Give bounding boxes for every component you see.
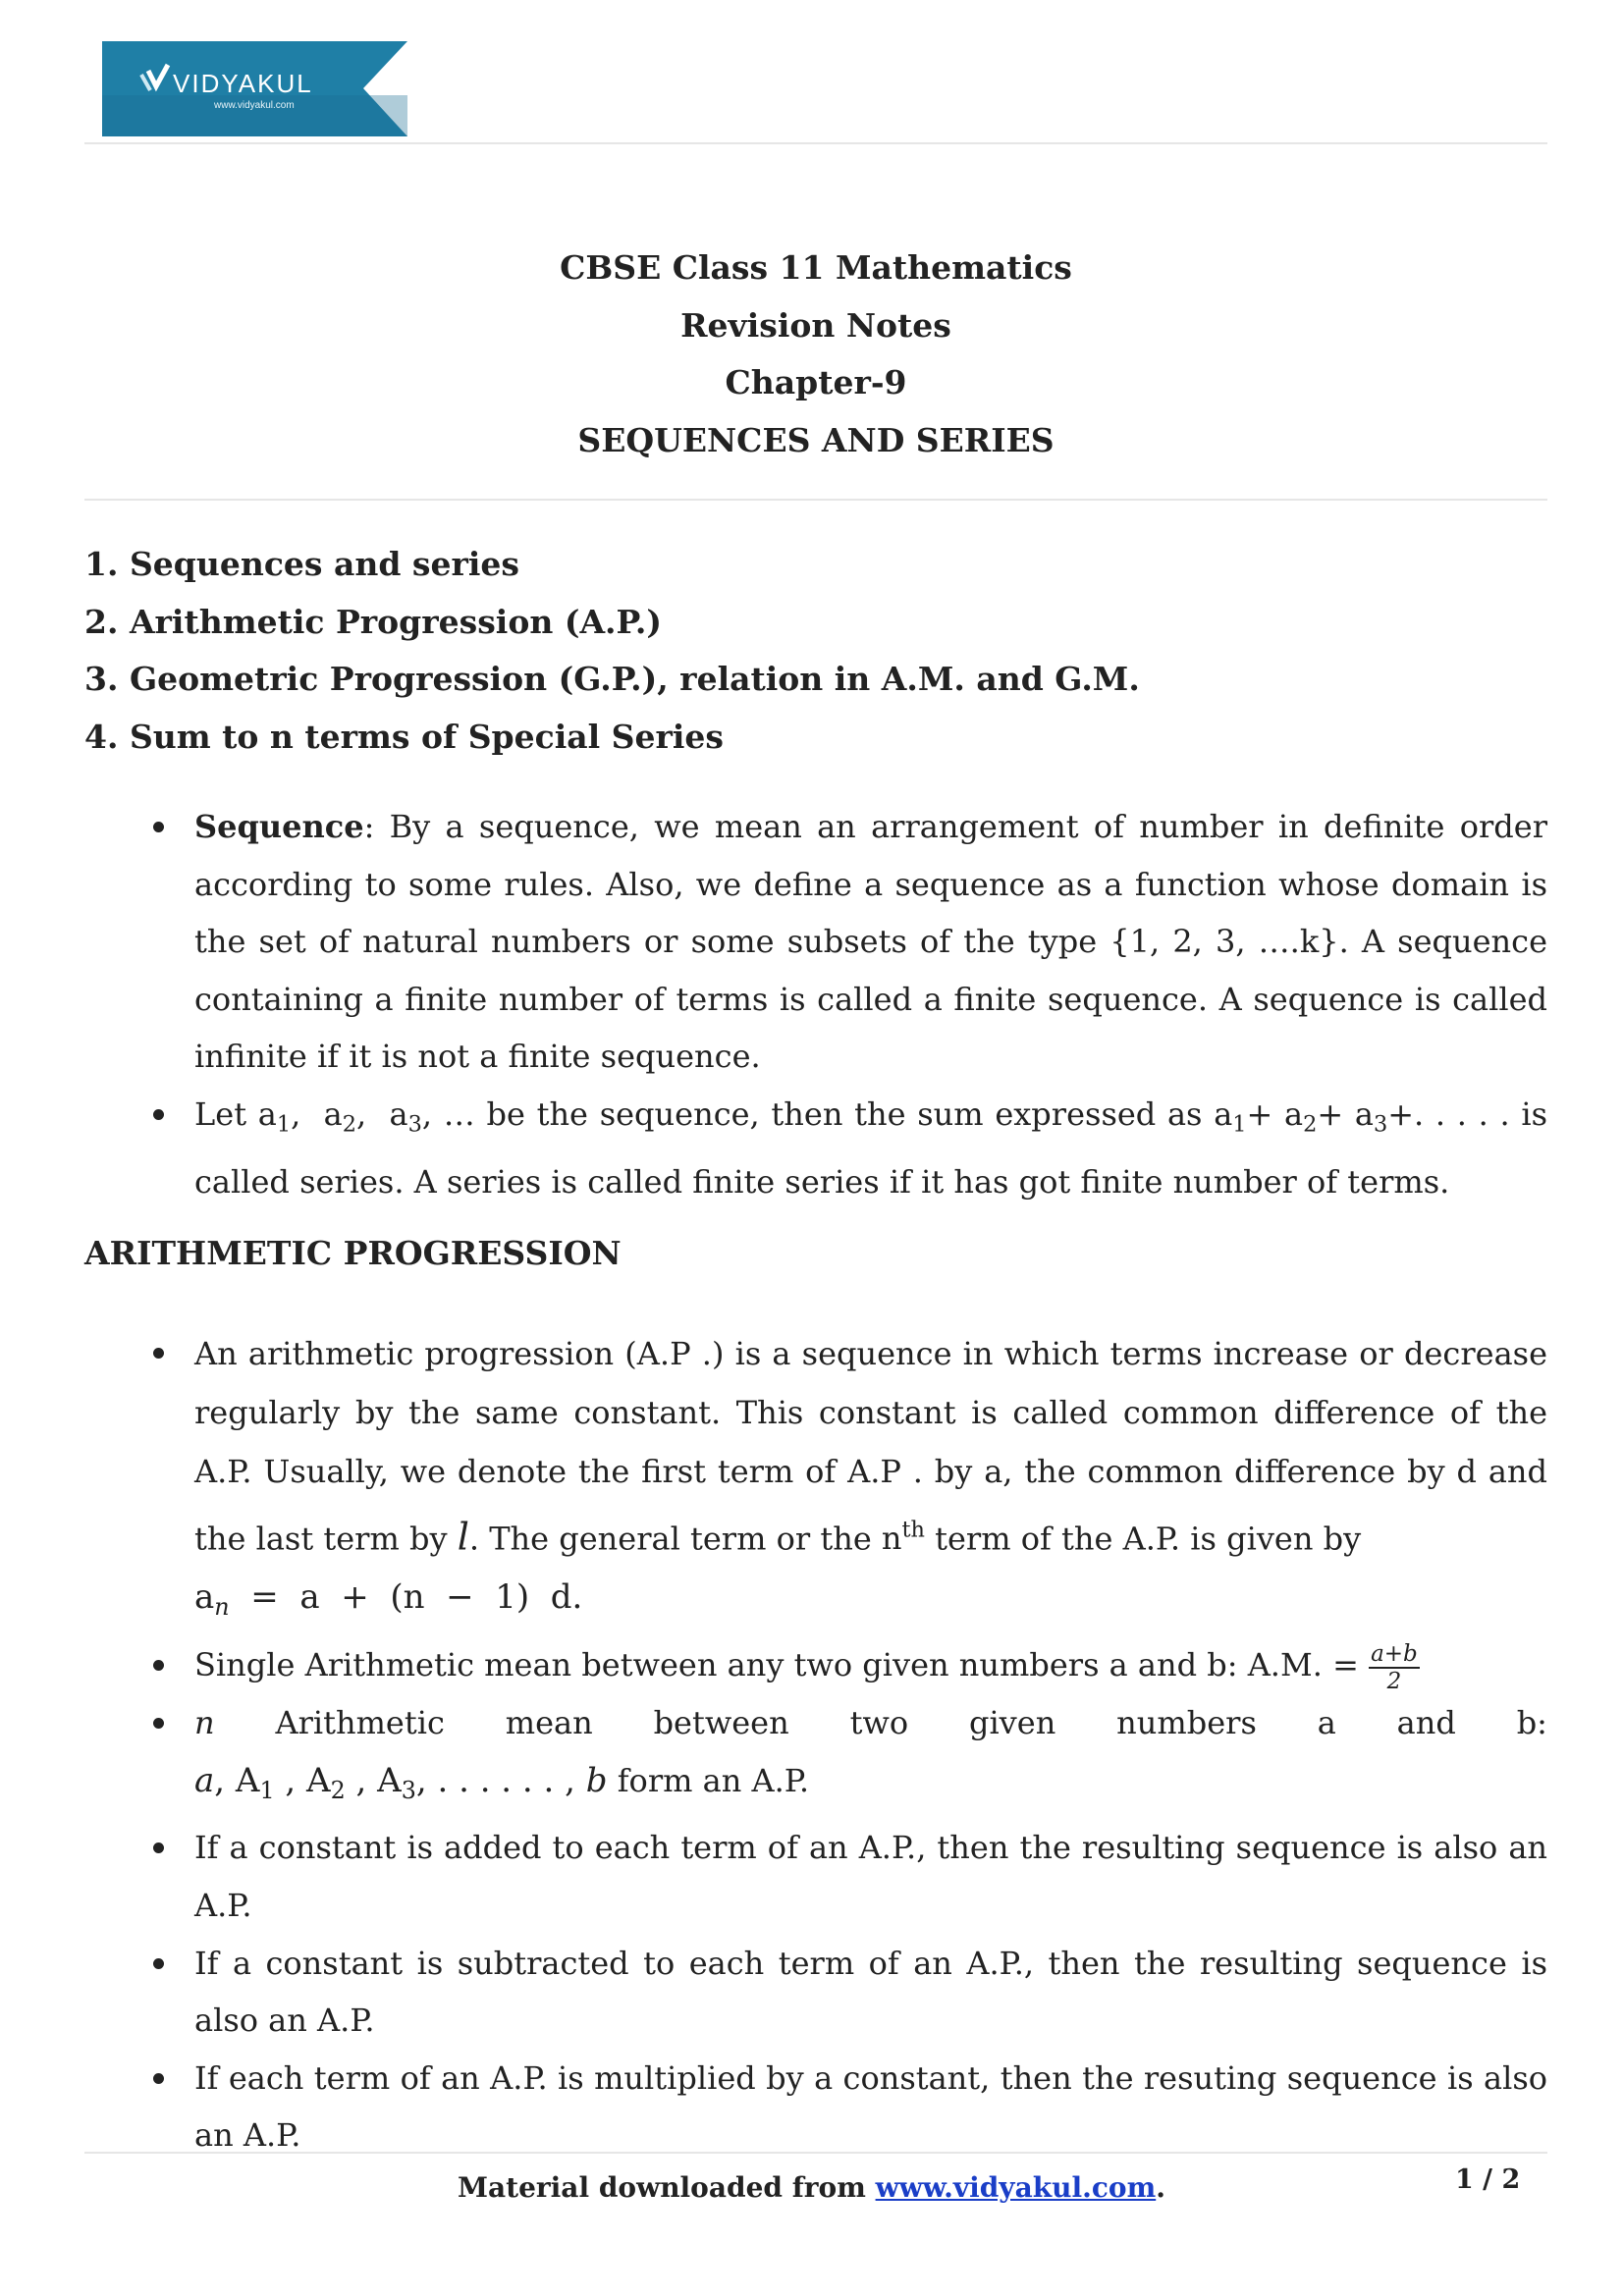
math-nth: $n^{th}$: [881, 1518, 925, 1558]
word: numbers: [1116, 1704, 1257, 1742]
list-item: [84, 1086, 1547, 1211]
document-title: [84, 240, 1547, 469]
footer-prefix: Material downloaded from: [458, 2171, 876, 2204]
logo-text: VIDYAKUL: [173, 69, 313, 98]
math-general-term: $a_n = a + (n - 1)$ d.: [194, 1577, 583, 1622]
word: a: [1317, 1704, 1336, 1742]
list-item: [84, 1324, 1547, 1636]
am-text: Single Arithmetic mean between any two given numbers a and b: A.M. =: [194, 1646, 1370, 1684]
word: mean: [505, 1704, 593, 1742]
word: Arithmetic: [275, 1704, 445, 1742]
footer: [0, 2171, 1623, 2204]
math-am-sequence: a, $A_1$ , $A_2$ , $A_3$, . . . . . . , b: [194, 1760, 608, 1804]
ap-definition: An arithmetic progression (A.P .) is a sequence in which terms increase or decrease regularly by the same constant. This constant is called common difference of the A.P. Usually, we denote the first term of A.P . by a, the common difference by d and the last term by: [194, 1335, 1547, 1558]
math-sequence: $a_1$, $a_2$, $a_3$: [257, 1095, 422, 1138]
word: and: [1396, 1704, 1456, 1742]
form-ap-text: form an A.P.: [607, 1761, 809, 1799]
math-l: l: [457, 1515, 469, 1559]
list-item: If a constant is subtracted to each term of an A.P., then the resulting sequence is also an A.P.: [84, 1935, 1547, 2050]
list-item: [84, 1694, 1547, 1819]
title-line-2: Revision Notes: [680, 305, 951, 345]
list-item: [84, 1636, 1547, 1694]
sequence-definition: : By a sequence, we mean an arrangement of number in definite order according to some rules. Also, we define a sequence as a function whose domain is the set of natural numbers or some subsets of the type {1, 2, 3, ….k}. A sequence containing a finite number of terms is called a finite sequence. A sequence is called infinite if it is not a finite sequence.: [194, 808, 1547, 1076]
word: given: [968, 1704, 1056, 1742]
title-line-4: SEQUENCES AND SERIES: [577, 420, 1055, 459]
footer-suffix: .: [1156, 2171, 1165, 2204]
vidyakul-logo[interactable]: [102, 41, 407, 136]
footer-divider: [84, 2152, 1547, 2154]
intro-bullets: [84, 798, 1547, 1211]
title-divider: [84, 499, 1547, 501]
toc-item: 1. Sequences and series: [84, 545, 519, 583]
ap-definition-2: . The general term or the: [468, 1520, 882, 1558]
page-number: 1 / 2: [1455, 2164, 1521, 2195]
math-series-sum: $a_1+ a_2+ a_3+$. . . . .: [1214, 1095, 1510, 1138]
math-am-fraction: $\frac{a+b}{2}$: [1371, 1640, 1418, 1694]
word: between: [653, 1704, 789, 1742]
math-n: n: [194, 1704, 215, 1742]
table-of-contents: [84, 536, 1140, 766]
series-text-mid: , … be the sequence, then the sum expressed as: [421, 1095, 1215, 1133]
list-item: If a constant is added to each term of an A.P., then the resulting sequence is also an A.P.: [84, 1819, 1547, 1934]
ap-bullets: [84, 1324, 1547, 2164]
word: b:: [1516, 1704, 1547, 1742]
footer-link[interactable]: www.vidyakul.com: [875, 2171, 1157, 2204]
toc-item: 2. Arithmetic Progression (A.P.): [84, 602, 662, 641]
toc-item: 4. Sum to n terms of Special Series: [84, 717, 724, 756]
toc-item: 3. Geometric Progression (G.P.), relation in A.M. and G.M.: [84, 660, 1140, 699]
title-line-3: Chapter-9: [725, 363, 907, 401]
series-text-end: is called series. A series is called finite series if it has got finite number of terms.: [194, 1095, 1548, 1201]
list-item: [84, 798, 1547, 1086]
series-text-start: Let: [194, 1095, 258, 1133]
header-divider: [84, 142, 1547, 144]
section-heading-ap: ARITHMETIC PROGRESSION: [84, 1234, 622, 1272]
sequence-term: Sequence: [194, 808, 364, 845]
ap-definition-3: term of the A.P. is given by: [924, 1520, 1362, 1558]
word: two: [849, 1704, 909, 1742]
list-item: If each term of an A.P. is multiplied by a constant, then the resuting sequence is also an A.P.: [84, 2050, 1547, 2164]
n-am-line: [194, 1694, 1547, 1752]
logo-url: www.vidyakul.com: [214, 100, 295, 111]
title-line-1: CBSE Class 11 Mathematics: [560, 248, 1072, 287]
